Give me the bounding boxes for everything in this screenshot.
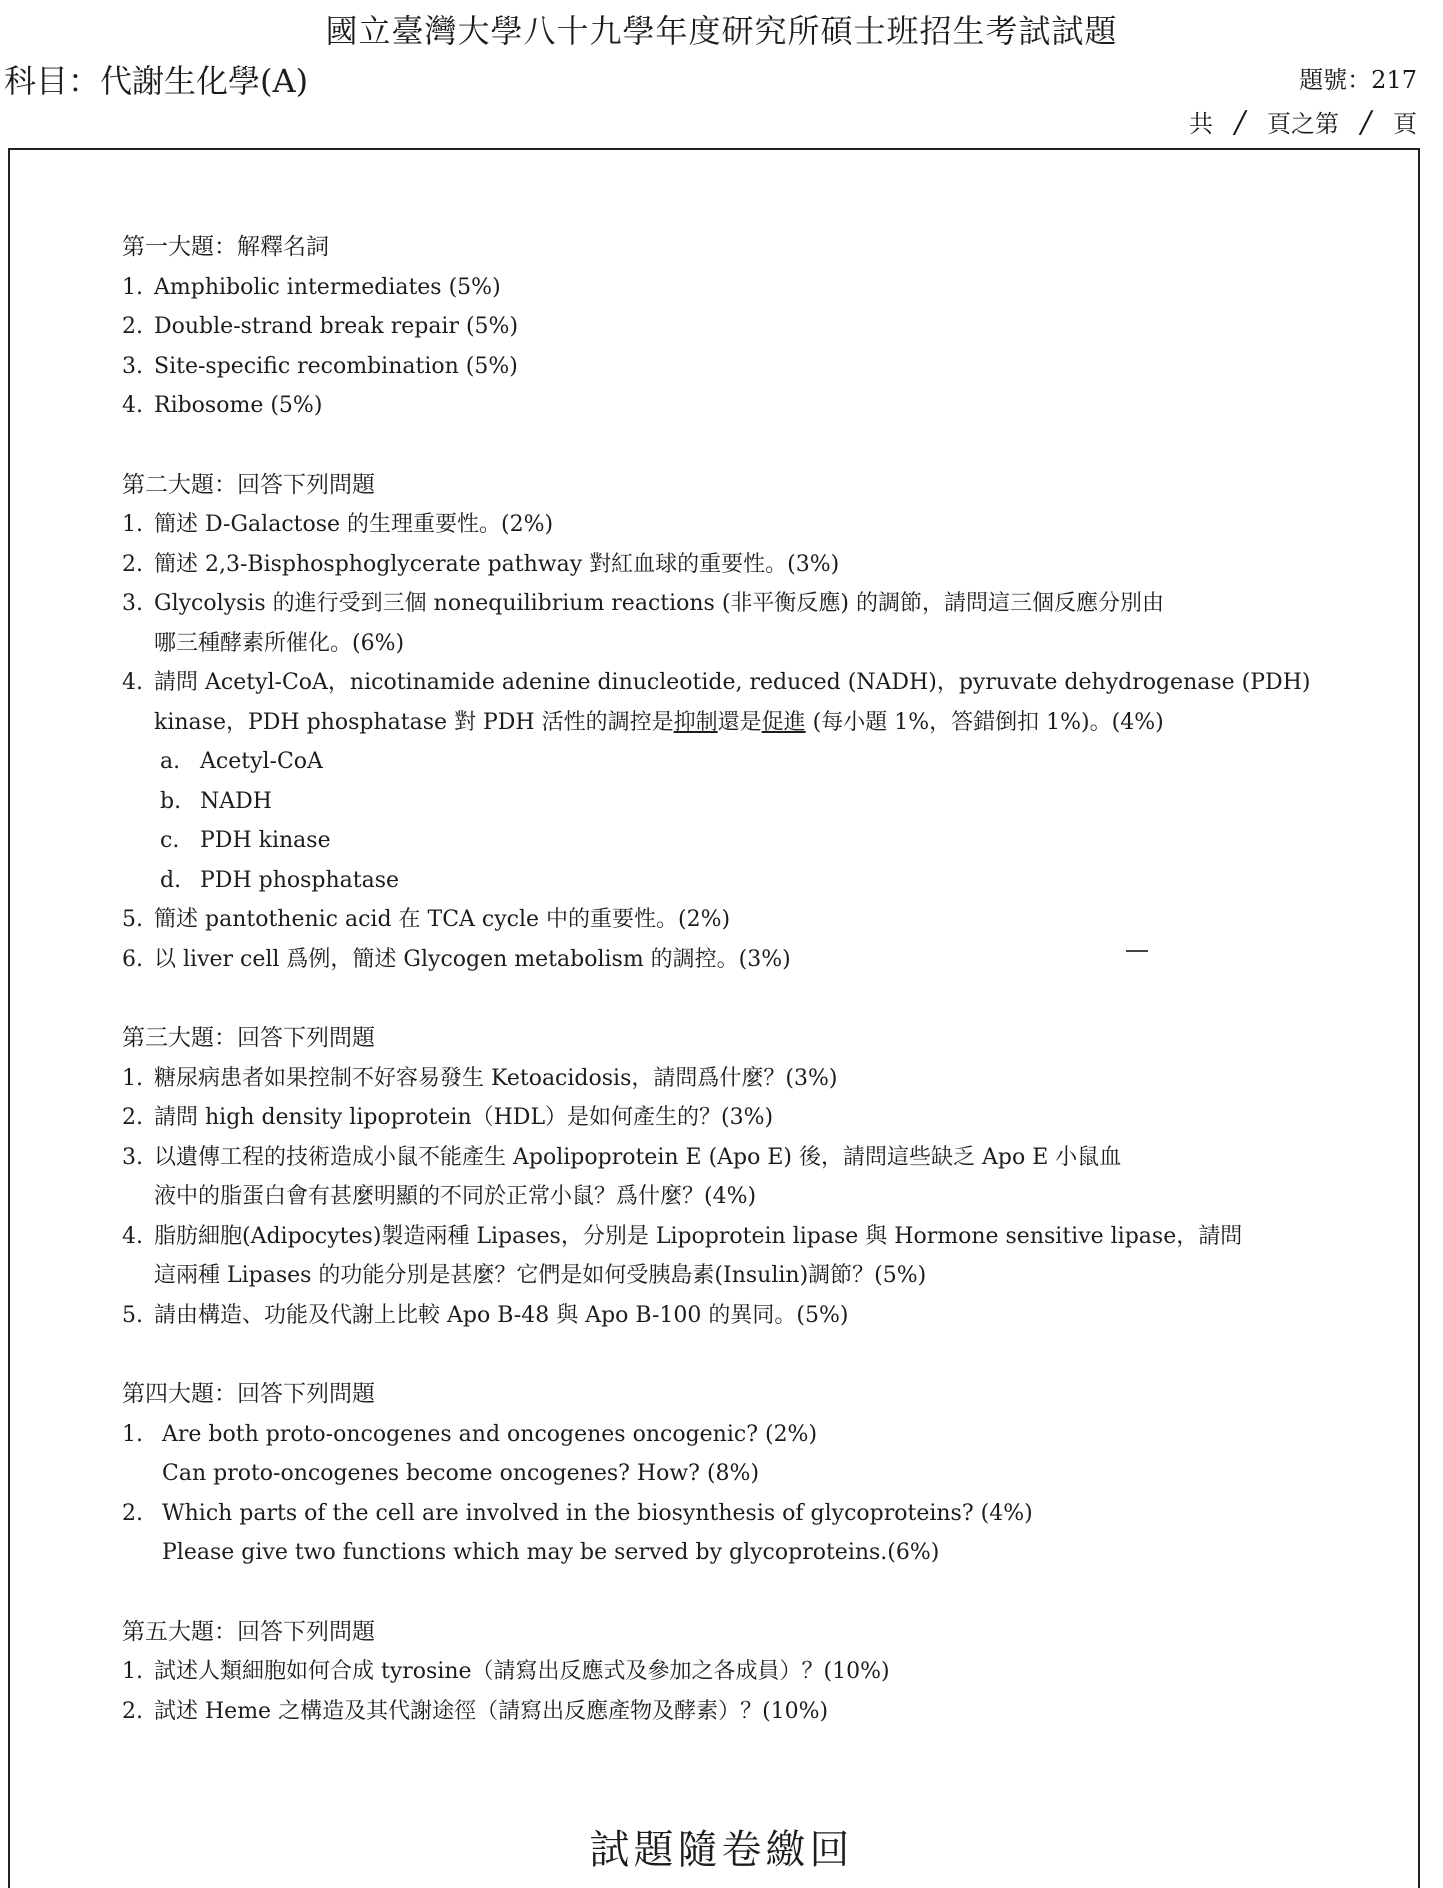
question-item: 3. 以遺傳工程的技術造成小鼠不能產生 Apolipoprotein E (Apo E) 後，請問這些缺乏 Apo E 小鼠血 [122,1144,1122,1170]
question-continuation: Please give two functions which may be served by glycoproteins.(6%) [162,1540,940,1565]
section-2 [122,466,1322,980]
return-notice: 試題隨卷繳回 [589,1827,854,1873]
question-item: 3. Site-specific recombination (5%) [122,353,518,379]
question-item: 1. 試述人類細胞如何合成 tyrosine（請寫出反應式及參加之各成員）？(10%) [122,1659,890,1684]
question-item: 2. 請問 high density lipoprotein（HDL）是如何產生的？(3%) [122,1105,774,1130]
question-item: 1. Amphibolic intermediates (5%) [122,274,501,300]
sub-item: d. PDH phosphatase [160,867,400,893]
question-item: 1. 簡述 D-Galactose 的生理重要性。(2%) [122,512,554,537]
section-title: 第二大題：回答下列問題 [122,471,375,498]
question-item: 4. 請問 Acetyl-CoA，nicotinamide adenine dinucleotide, reduced (NADH)，pyruvate dehydrogenase (PDH) [122,670,1311,695]
question-item: 4. Ribosome (5%) [122,393,323,418]
underlined-inhibit: 抑制 [673,709,718,735]
exam-content [122,228,1322,1771]
exam-title: 國立臺灣大學八十九學年度研究所碩士班招生考試試題 [325,12,1118,50]
sub-item: a. Acetyl-CoA [160,749,323,774]
question-continuation: kinase，PDH phosphatase 對 PDH 活性的調控是抑制還是促進 (每小題 1%，答錯倒扣 1%)。(4%) [154,709,1164,735]
question-continuation: 液中的脂蛋白會有甚麼明顯的不同於正常小鼠？爲什麼？(4%) [154,1184,757,1209]
question-item: 2. 試述 Heme 之構造及其代謝途徑（請寫出反應產物及酵素）？(10%) [122,1698,829,1724]
section-5 [122,1613,1322,1732]
question-item: 2. 簡述 2,3-Bisphosphoglycerate pathway 對紅血球的重要性。(3%) [122,551,840,577]
question-continuation: 哪三種酵素所催化。(6%) [154,630,405,656]
underlined-promote: 促進 [761,709,806,735]
page-indicator: 共 / 頁之第 / 頁 [1189,105,1417,140]
section-title: 第五大題：回答下列問題 [122,1618,375,1645]
section-4 [122,1375,1322,1573]
section-title: 第一大題：解釋名詞 [122,234,329,260]
pages-total-label: 共 [1189,110,1213,138]
question-item: 3. Glycolysis 的進行受到三個 nonequilibrium reactions (非平衡反應) 的調節，請問這三個反應分別由 [122,591,1165,616]
sub-item: c. PDH kinase [160,828,331,853]
question-item: 1. Are both proto-oncogenes and oncogenes oncogenic? (2%) [122,1421,818,1447]
question-item: 4. 脂肪細胞(Adipocytes)製造兩種 Lipases，分別是 Lipoprotein lipase 與 Hormone sensitive lipase，請問 [122,1223,1243,1249]
question-continuation: Can proto-oncogenes become oncogenes? How? (8%) [162,1461,760,1486]
question-continuation: 這兩種 Lipases 的功能分別是甚麼？它們是如何受胰島素(Insulin)調節？(5%) [154,1263,927,1288]
question-item: 1. 糖尿病患者如果控制不好容易發生 Ketoacidosis，請問爲什麼？(3%) [122,1065,838,1091]
pages-current-label: 頁之第 [1267,110,1339,138]
subject-label: 科目：代謝生化學(A) [4,62,309,100]
question-number: 題號：217 [1299,66,1417,94]
question-item: 2. Which parts of the cell are involved in the biosynthesis of glycoproteins? (4%) [122,1500,1033,1526]
section-1 [122,228,1322,426]
question-item: 6. 以 liver cell 爲例，簡述 Glycogen metabolism 的調控。(3%) [122,946,791,972]
section-title: 第三大題：回答下列問題 [122,1025,375,1051]
pages-suffix-label: 頁 [1393,110,1417,138]
question-item: 5. 簡述 pantothenic acid 在 TCA cycle 中的重要性。(2%) [122,907,731,932]
section-3 [122,1019,1322,1335]
section-title: 第四大題：回答下列問題 [122,1381,375,1407]
question-item: 5. 請由構造、功能及代謝上比較 Apo B-48 與 Apo B-100 的異同。(5%) [122,1302,849,1328]
question-item: 2. Double-strand break repair (5%) [122,314,519,339]
sub-item: b. NADH [160,788,272,814]
